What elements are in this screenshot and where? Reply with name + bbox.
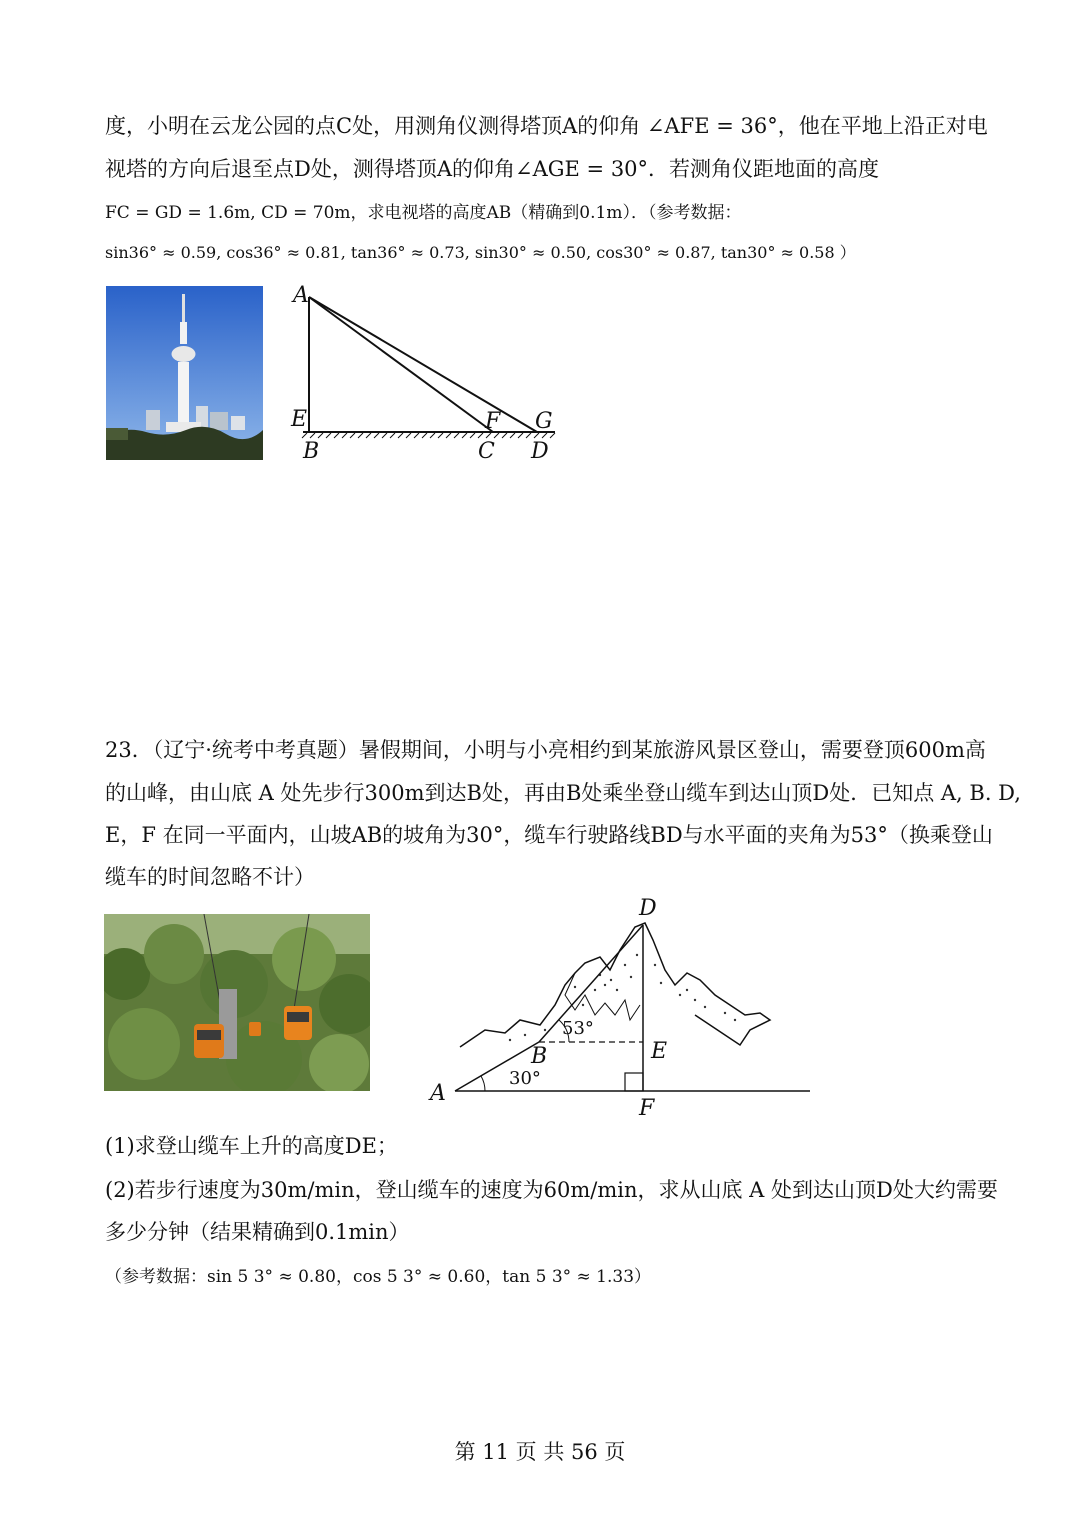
point-e-label: E <box>651 1039 668 1064</box>
point-d-label: D <box>531 439 549 464</box>
p22-reference-data: sin36° ≈ 0.59, cos36° ≈ 0.81, tan36° ≈ 0.73, sin30° ≈ 0.50, cos30° ≈ 0.87, tan30° ≈ 0.58 ） <box>105 243 856 262</box>
cable-car-photo <box>104 914 370 1091</box>
point-f-label: F <box>639 1096 655 1120</box>
tv-tower-photo <box>106 286 263 460</box>
mountain-geometry-diagram <box>425 895 815 1120</box>
p23-line-3: E，F 在同一平面内，山坡AB的坡角为30°，缆车行驶路线BD与水平面的夹角为53°（换乘登山 <box>105 823 993 847</box>
page-number: 第 11 页 共 56 页 <box>454 1440 626 1464</box>
p23-question-2: (2)若步行速度为30m/min，登山缆车的速度为60m/min，求从山底 A 处到达山顶D处大约需要 <box>105 1178 998 1202</box>
point-a-label: A <box>293 283 309 308</box>
p23-line-4: 缆车的时间忽略不计） <box>105 865 315 889</box>
point-g-label: G <box>535 409 553 434</box>
p22-line-1: 度，小明在云龙公园的点C处，用测角仪测得塔顶A的仰角 ∠AFE = 36°，他在平地上沿正对电 <box>105 114 988 138</box>
point-d-label: D <box>639 896 657 921</box>
p22-line-2: 视塔的方向后退至点D处，测得塔顶A的仰角∠AGE = 30°．若测角仪距地面的高度 <box>105 157 880 181</box>
p23-question-1: (1)求登山缆车上升的高度DE； <box>105 1134 398 1158</box>
p23-line-1: 23．（辽宁·统考中考真题）暑假期间，小明与小亮相约到某旅游风景区登山，需要登顶600m高 <box>105 738 986 762</box>
point-f-label: F <box>485 409 501 434</box>
point-a-label: A <box>430 1081 446 1106</box>
p22-line-3: FC = GD = 1.6m, CD = 70m，求电视塔的高度AB（精确到0.1m）．（参考数据： <box>105 203 742 223</box>
point-e-label: E <box>291 407 308 432</box>
point-c-label: C <box>478 439 495 464</box>
angle-53-label: 53° <box>562 1018 594 1039</box>
p23-reference-data: （参考数据：sin 5 3° ≈ 0.80，cos 5 3° ≈ 0.60，tan 5 3° ≈ 1.33） <box>105 1267 652 1287</box>
point-b-label: B <box>303 439 320 464</box>
point-b-label: B <box>531 1044 548 1069</box>
tower-geometry-diagram <box>285 282 565 467</box>
p23-line-2: 的山峰，由山底 A 处先步行300m到达B处，再由B处乘坐登山缆车到达山顶D处．已知点 A, B. D, <box>105 781 1021 805</box>
p23-question-2-cont: 多少分钟（结果精确到0.1min） <box>105 1220 410 1244</box>
angle-30-label: 30° <box>509 1068 541 1089</box>
